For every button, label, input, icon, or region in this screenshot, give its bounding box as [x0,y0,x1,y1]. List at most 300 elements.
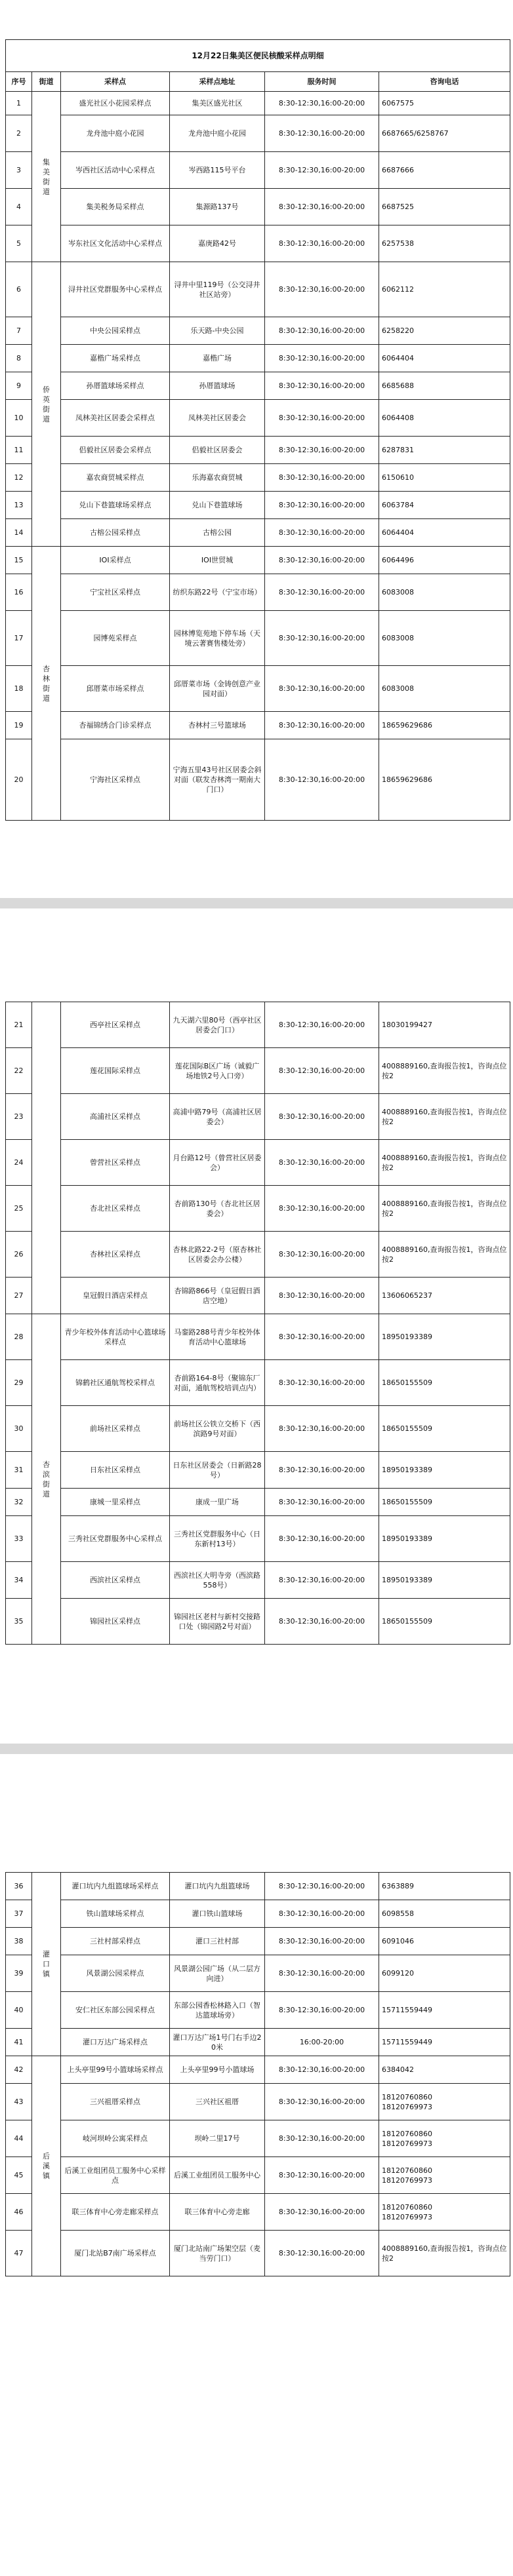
site-address: 杏锦路866号（皇冠假日酒店空地） [170,1278,265,1314]
table-row [6,345,510,372]
contact-phone: 6064496 [379,547,510,574]
site-address: 杏林北路22-2号（原杏林社区居委会办公楼） [170,1232,265,1278]
row-number: 24 [6,1140,32,1186]
contact-phone: 15711559449 [379,1992,510,2029]
site-name: 锦鹤社区通航驾校采样点 [61,1360,170,1406]
contact-phone: 18650155509 [379,1489,510,1516]
site-name: 后溪工业组团员工服务中心采样点 [61,2157,170,2194]
table-row [6,2056,510,2084]
site-name: 中央公园采样点 [61,317,170,345]
page-separator [0,1744,513,1754]
table-row [6,2194,510,2231]
contact-phone: 6083008 [379,666,510,712]
row-number: 28 [6,1314,32,1360]
site-name: 三社村部采样点 [61,1928,170,1955]
page-2 [0,908,513,1695]
row-number: 30 [6,1406,32,1452]
site-address: 马銮路288号青少年校外体育活动中心篮球场 [170,1314,265,1360]
row-number: 39 [6,1955,32,1992]
table-row [6,1186,510,1232]
service-time: 8:30-12:30,16:00-20:00 [265,1278,379,1314]
sampling-table-3 [5,1872,510,2276]
service-time: 8:30-12:30,16:00-20:00 [265,1599,379,1645]
row-number: 32 [6,1489,32,1516]
service-time: 8:30-12:30,16:00-20:00 [265,1360,379,1406]
contact-phone: 18659629686 [379,712,510,739]
site-address: 嘉楷广场 [170,345,265,372]
column-header: 街道 [32,72,61,92]
row-number: 35 [6,1599,32,1645]
table-row [6,1928,510,1955]
row-number: 33 [6,1516,32,1562]
service-time: 8:30-12:30,16:00-20:00 [265,1489,379,1516]
service-time: 8:30-12:30,16:00-20:00 [265,519,379,547]
site-name: IOI采样点 [61,547,170,574]
site-name: 古榕公园采样点 [61,519,170,547]
site-name: 三兴祖厝采样点 [61,2084,170,2120]
table-row [6,317,510,345]
table-row [6,547,510,574]
table-row [6,372,510,400]
site-address: 杏林村三号篮球场 [170,712,265,739]
site-name: 岐河坝岭公寓采样点 [61,2120,170,2157]
site-name: 日东社区采样点 [61,1452,170,1489]
site-address: 侣毅社区居委会 [170,437,265,464]
row-number: 38 [6,1928,32,1955]
contact-phone: 18950193389 [379,1452,510,1489]
site-address: 龙舟池中庭小花园 [170,115,265,152]
service-time: 8:30-12:30,16:00-20:00 [265,1516,379,1562]
service-time: 8:30-12:30,16:00-20:00 [265,1452,379,1489]
row-number: 23 [6,1094,32,1140]
district-cell [32,1002,61,1314]
row-number: 43 [6,2084,32,2120]
service-time: 8:30-12:30,16:00-20:00 [265,92,379,115]
table-row [6,2120,510,2157]
column-header: 服务时间 [265,72,379,92]
table-row [6,1900,510,1928]
contact-phone: 18650155509 [379,1599,510,1645]
site-name: 岑东社区文化活动中心采样点 [61,225,170,262]
site-address: 邱厝菜市场（金铸创意产业园对面） [170,666,265,712]
table-row [6,611,510,666]
site-name: 前场社区采样点 [61,1406,170,1452]
row-number: 34 [6,1562,32,1599]
table-row [6,1314,510,1360]
service-time: 8:30-12:30,16:00-20:00 [265,2056,379,2084]
contact-phone: 18120760860 18120769973 [379,2084,510,2120]
contact-phone: 18650155509 [379,1406,510,1452]
site-address: 乐海嘉农商贸城 [170,464,265,492]
row-number: 29 [6,1360,32,1406]
site-address: 三兴社区祖厝 [170,2084,265,2120]
service-time: 16:00-20:00 [265,2029,379,2056]
site-address: 莲花国际B区广场（诚毅广场地铁2号入口旁） [170,1048,265,1094]
site-name: 盛光社区小花园采样点 [61,92,170,115]
table-row [6,1278,510,1314]
site-address: 集源路137号 [170,189,265,225]
district-cell: 杏 滨 街 道 [32,1314,61,1645]
column-header: 序号 [6,72,32,92]
contact-phone: 6099120 [379,1955,510,1992]
service-time: 8:30-12:30,16:00-20:00 [265,189,379,225]
site-name: 邱厝菜市场采样点 [61,666,170,712]
contact-phone: 4008889160,查询报告按1，咨询点位按2 [379,1048,510,1094]
contact-phone: 6687666 [379,152,510,189]
row-number: 22 [6,1048,32,1094]
site-address: 杏前路164-8号（聚锦东厂对面，通航驾校培训点内） [170,1360,265,1406]
site-name: 厦门北站B7南广场采样点 [61,2231,170,2276]
row-number: 15 [6,547,32,574]
site-address: 凤林美社区居委会 [170,400,265,437]
table-title: 12月22日集美区便民核酸采样点明细 [6,40,510,72]
site-address: 后溪工业组团员工服务中心 [170,2157,265,2194]
row-number: 19 [6,712,32,739]
site-name: 风景湖公园采样点 [61,1955,170,1992]
page-1 [0,0,513,846]
table-row [6,666,510,712]
row-number: 42 [6,2056,32,2084]
site-name: 杏福锦绣合门诊采样点 [61,712,170,739]
site-address: 灌口坑内九组篮球场 [170,1873,265,1900]
contact-phone: 4008889160,查询报告按1，咨询点位按2 [379,1140,510,1186]
site-name: 西亭社区采样点 [61,1002,170,1048]
table-row [6,262,510,317]
contact-phone: 6257538 [379,225,510,262]
site-address: 西滨社区大明寺旁（西滨路558号） [170,1562,265,1599]
service-time: 8:30-12:30,16:00-20:00 [265,115,379,152]
site-address: 高浦中路79号（高浦社区居委会） [170,1094,265,1140]
site-name: 西滨社区采样点 [61,1562,170,1599]
site-address: 九天湖六里80号（西亭社区居委会门口） [170,1002,265,1048]
row-number: 47 [6,2231,32,2276]
site-address: 古榕公园 [170,519,265,547]
site-name: 孙厝篮球场采样点 [61,372,170,400]
contact-phone: 6067575 [379,92,510,115]
site-address: 康成一里广场 [170,1489,265,1516]
row-number: 2 [6,115,32,152]
row-number: 13 [6,492,32,519]
table-row [6,1406,510,1452]
table-row [6,189,510,225]
service-time: 8:30-12:30,16:00-20:00 [265,1002,379,1048]
service-time: 8:30-12:30,16:00-20:00 [265,1186,379,1232]
service-time: 8:30-12:30,16:00-20:00 [265,1955,379,1992]
table-row [6,2157,510,2194]
contact-phone: 6064404 [379,345,510,372]
table-row [6,1452,510,1489]
site-name: 岑西社区活动中心采样点 [61,152,170,189]
service-time: 8:30-12:30,16:00-20:00 [265,2231,379,2276]
contact-phone: 6287831 [379,437,510,464]
site-address: 杏前路130号（杏北社区居委会） [170,1186,265,1232]
service-time: 8:30-12:30,16:00-20:00 [265,1232,379,1278]
page-separator [0,898,513,908]
site-name: 兑山下巷篮球场采样点 [61,492,170,519]
row-number: 4 [6,189,32,225]
site-name: 浔井社区党群服务中心采样点 [61,262,170,317]
row-number: 12 [6,464,32,492]
contact-phone: 6098558 [379,1900,510,1928]
service-time: 8:30-12:30,16:00-20:00 [265,464,379,492]
site-address: 乐天路-中央公园 [170,317,265,345]
table-row [6,492,510,519]
site-address: 宁海五里43号社区居委会斜对面（联发杏林湾一期南大门口） [170,739,265,821]
contact-phone: 6091046 [379,1928,510,1955]
district-cell: 杏 林 街 道 [32,547,61,821]
row-number: 16 [6,574,32,611]
site-name: 杏林社区采样点 [61,1232,170,1278]
table-row [6,1094,510,1140]
row-number: 41 [6,2029,32,2056]
site-address: IOI世贸城 [170,547,265,574]
contact-phone: 18120760860 18120769973 [379,2157,510,2194]
service-time: 8:30-12:30,16:00-20:00 [265,372,379,400]
service-time: 8:30-12:30,16:00-20:00 [265,225,379,262]
site-address: 岑西路115号平台 [170,152,265,189]
contact-phone: 18950193389 [379,1562,510,1599]
service-time: 8:30-12:30,16:00-20:00 [265,1048,379,1094]
site-name: 宁宝社区采样点 [61,574,170,611]
service-time: 8:30-12:30,16:00-20:00 [265,262,379,317]
site-address: 灌口万达广场1号门右手边20米 [170,2029,265,2056]
contact-phone: 6063784 [379,492,510,519]
table-row [6,464,510,492]
table-row [6,1048,510,1094]
service-time: 8:30-12:30,16:00-20:00 [265,666,379,712]
table-row [6,519,510,547]
site-address: 纺织东路22号（宁宝市场） [170,574,265,611]
site-address: 月台路12号（曾营社区居委会） [170,1140,265,1186]
row-number: 9 [6,372,32,400]
site-name: 嘉楷广场采样点 [61,345,170,372]
service-time: 8:30-12:30,16:00-20:00 [265,1873,379,1900]
service-time: 8:30-12:30,16:00-20:00 [265,1406,379,1452]
site-address: 上头亭里99号小篮球场 [170,2056,265,2084]
service-time: 8:30-12:30,16:00-20:00 [265,1928,379,1955]
site-name: 康城一里采样点 [61,1489,170,1516]
service-time: 8:30-12:30,16:00-20:00 [265,1900,379,1928]
service-time: 8:30-12:30,16:00-20:00 [265,1094,379,1140]
district-cell: 侨 英 街 道 [32,262,61,547]
service-time: 8:30-12:30,16:00-20:00 [265,611,379,666]
site-name: 皇冠假日酒店采样点 [61,1278,170,1314]
service-time: 8:30-12:30,16:00-20:00 [265,712,379,739]
row-number: 3 [6,152,32,189]
contact-phone: 13606065237 [379,1278,510,1314]
site-name: 上头亭里99号小篮球场采样点 [61,2056,170,2084]
contact-phone: 6062112 [379,262,510,317]
district-cell: 灌 口 镇 [32,1873,61,2056]
district-cell: 后 溪 镇 [32,2056,61,2276]
site-address: 兑山下巷篮球场 [170,492,265,519]
row-number: 14 [6,519,32,547]
service-time: 8:30-12:30,16:00-20:00 [265,739,379,821]
table-row [6,574,510,611]
row-number: 44 [6,2120,32,2157]
service-time: 8:30-12:30,16:00-20:00 [265,492,379,519]
site-name: 杏北社区采样点 [61,1186,170,1232]
contact-phone: 6363889 [379,1873,510,1900]
site-address: 嘉庚路42号 [170,225,265,262]
site-name: 高浦社区采样点 [61,1094,170,1140]
table-row [6,1002,510,1048]
table-row [6,712,510,739]
sampling-table-1 [5,39,510,821]
service-time: 8:30-12:30,16:00-20:00 [265,345,379,372]
contact-phone: 18030199427 [379,1002,510,1048]
table-row [6,1489,510,1516]
site-name: 凤林美社区居委会采样点 [61,400,170,437]
contact-phone: 6258220 [379,317,510,345]
service-time: 8:30-12:30,16:00-20:00 [265,437,379,464]
site-name: 三秀社区党群服务中心采样点 [61,1516,170,1562]
service-time: 8:30-12:30,16:00-20:00 [265,2120,379,2157]
site-name: 锦园社区采样点 [61,1599,170,1645]
column-header: 采样点地址 [170,72,265,92]
table-row [6,2231,510,2276]
contact-phone: 6064408 [379,400,510,437]
row-number: 45 [6,2157,32,2194]
site-name: 宁海社区采样点 [61,739,170,821]
service-time: 8:30-12:30,16:00-20:00 [265,1314,379,1360]
row-number: 8 [6,345,32,372]
row-number: 37 [6,1900,32,1928]
table-row [6,1516,510,1562]
site-name: 灌口坑内九组篮球场采样点 [61,1873,170,1900]
table-row [6,1955,510,1992]
site-address: 园林博览苑地下停车场（天境云著赛售楼处旁） [170,611,265,666]
site-name: 曾营社区采样点 [61,1140,170,1186]
contact-phone: 6064404 [379,519,510,547]
service-time: 8:30-12:30,16:00-20:00 [265,400,379,437]
row-number: 27 [6,1278,32,1314]
contact-phone: 18120760860 18120769973 [379,2194,510,2231]
table-row [6,2084,510,2120]
row-number: 20 [6,739,32,821]
district-cell: 集 美 街 道 [32,92,61,262]
row-number: 36 [6,1873,32,1900]
service-time: 8:30-12:30,16:00-20:00 [265,2157,379,2194]
table-row [6,2029,510,2056]
contact-phone: 6384042 [379,2056,510,2084]
site-name: 莲花国际采样点 [61,1048,170,1094]
table-row [6,115,510,152]
site-name: 灌口万达广场采样点 [61,2029,170,2056]
service-time: 8:30-12:30,16:00-20:00 [265,547,379,574]
site-address: 联三体育中心旁走廊 [170,2194,265,2231]
row-number: 25 [6,1186,32,1232]
contact-phone: 18659629686 [379,739,510,821]
service-time: 8:30-12:30,16:00-20:00 [265,1992,379,2029]
contact-phone: 6687525 [379,189,510,225]
site-address: 集美区盛光社区 [170,92,265,115]
table-row [6,400,510,437]
contact-phone: 18950193389 [379,1314,510,1360]
row-number: 31 [6,1452,32,1489]
contact-phone: 6150610 [379,464,510,492]
row-number: 26 [6,1232,32,1278]
service-time: 8:30-12:30,16:00-20:00 [265,152,379,189]
site-name: 嘉农商贸城采样点 [61,464,170,492]
service-time: 8:30-12:30,16:00-20:00 [265,574,379,611]
site-name: 青少年校外体育活动中心篮球场采样点 [61,1314,170,1360]
table-row [6,152,510,189]
site-address: 前场社区公铁立交桥下（西滨路9号对面） [170,1406,265,1452]
site-address: 日东社区居委会（日新路28号） [170,1452,265,1489]
row-number: 21 [6,1002,32,1048]
site-address: 灌口三社村部 [170,1928,265,1955]
row-number: 11 [6,437,32,464]
row-number: 7 [6,317,32,345]
row-number: 6 [6,262,32,317]
column-header: 咨询电话 [379,72,510,92]
table-row [6,1992,510,2029]
table-row [6,1873,510,1900]
service-time: 8:30-12:30,16:00-20:00 [265,2194,379,2231]
table-row [6,1140,510,1186]
contact-phone: 18120760860 18120769973 [379,2120,510,2157]
site-address: 东部公园香松林路入口（智达篮球场旁） [170,1992,265,2029]
contact-phone: 4008889160,查询报告按1，咨询点位按2 [379,2231,510,2276]
row-number: 10 [6,400,32,437]
row-number: 17 [6,611,32,666]
service-time: 8:30-12:30,16:00-20:00 [265,2084,379,2120]
site-name: 集美税务局采样点 [61,189,170,225]
site-name: 龙舟池中庭小花园 [61,115,170,152]
site-name: 联三体育中心旁走廊采样点 [61,2194,170,2231]
site-address: 风景湖公园广场（从二层方向进） [170,1955,265,1992]
site-name: 侣毅社区居委会采样点 [61,437,170,464]
table-row [6,437,510,464]
table-row [6,1599,510,1645]
contact-phone: 4008889160,查询报告按1，咨询点位按2 [379,1232,510,1278]
contact-phone: 4008889160,查询报告按1，咨询点位按2 [379,1094,510,1140]
site-name: 安仁社区东部公园采样点 [61,1992,170,2029]
row-number: 18 [6,666,32,712]
site-address: 锦园社区老村与新村交接路口处（锦园路2号对面） [170,1599,265,1645]
site-address: 灌口铁山篮球场 [170,1900,265,1928]
contact-phone: 15711559449 [379,2029,510,2056]
contact-phone: 6083008 [379,574,510,611]
sampling-table-2 [5,1002,510,1645]
row-number: 46 [6,2194,32,2231]
table-row [6,225,510,262]
contact-phone: 6685688 [379,372,510,400]
table-row [6,1360,510,1406]
table-row [6,739,510,821]
site-address: 浔井中里119号（公交浔井社区站旁） [170,262,265,317]
row-number: 1 [6,92,32,115]
site-name: 铁山篮球场采样点 [61,1900,170,1928]
row-number: 5 [6,225,32,262]
site-address: 厦门北站南广场架空层（麦当劳门口） [170,2231,265,2276]
contact-phone: 4008889160,查询报告按1，咨询点位按2 [379,1186,510,1232]
contact-phone: 18950193389 [379,1516,510,1562]
table-row [6,92,510,115]
site-address: 三秀社区党群服务中心（日东新村13号） [170,1516,265,1562]
row-number: 40 [6,1992,32,2029]
column-header: 采样点 [61,72,170,92]
service-time: 8:30-12:30,16:00-20:00 [265,1140,379,1186]
site-address: 孙厝篮球场 [170,372,265,400]
page-3 [0,1754,513,2576]
table-row [6,1562,510,1599]
contact-phone: 6083008 [379,611,510,666]
contact-phone: 18650155509 [379,1360,510,1406]
site-address: 坝岭二里17号 [170,2120,265,2157]
service-time: 8:30-12:30,16:00-20:00 [265,317,379,345]
